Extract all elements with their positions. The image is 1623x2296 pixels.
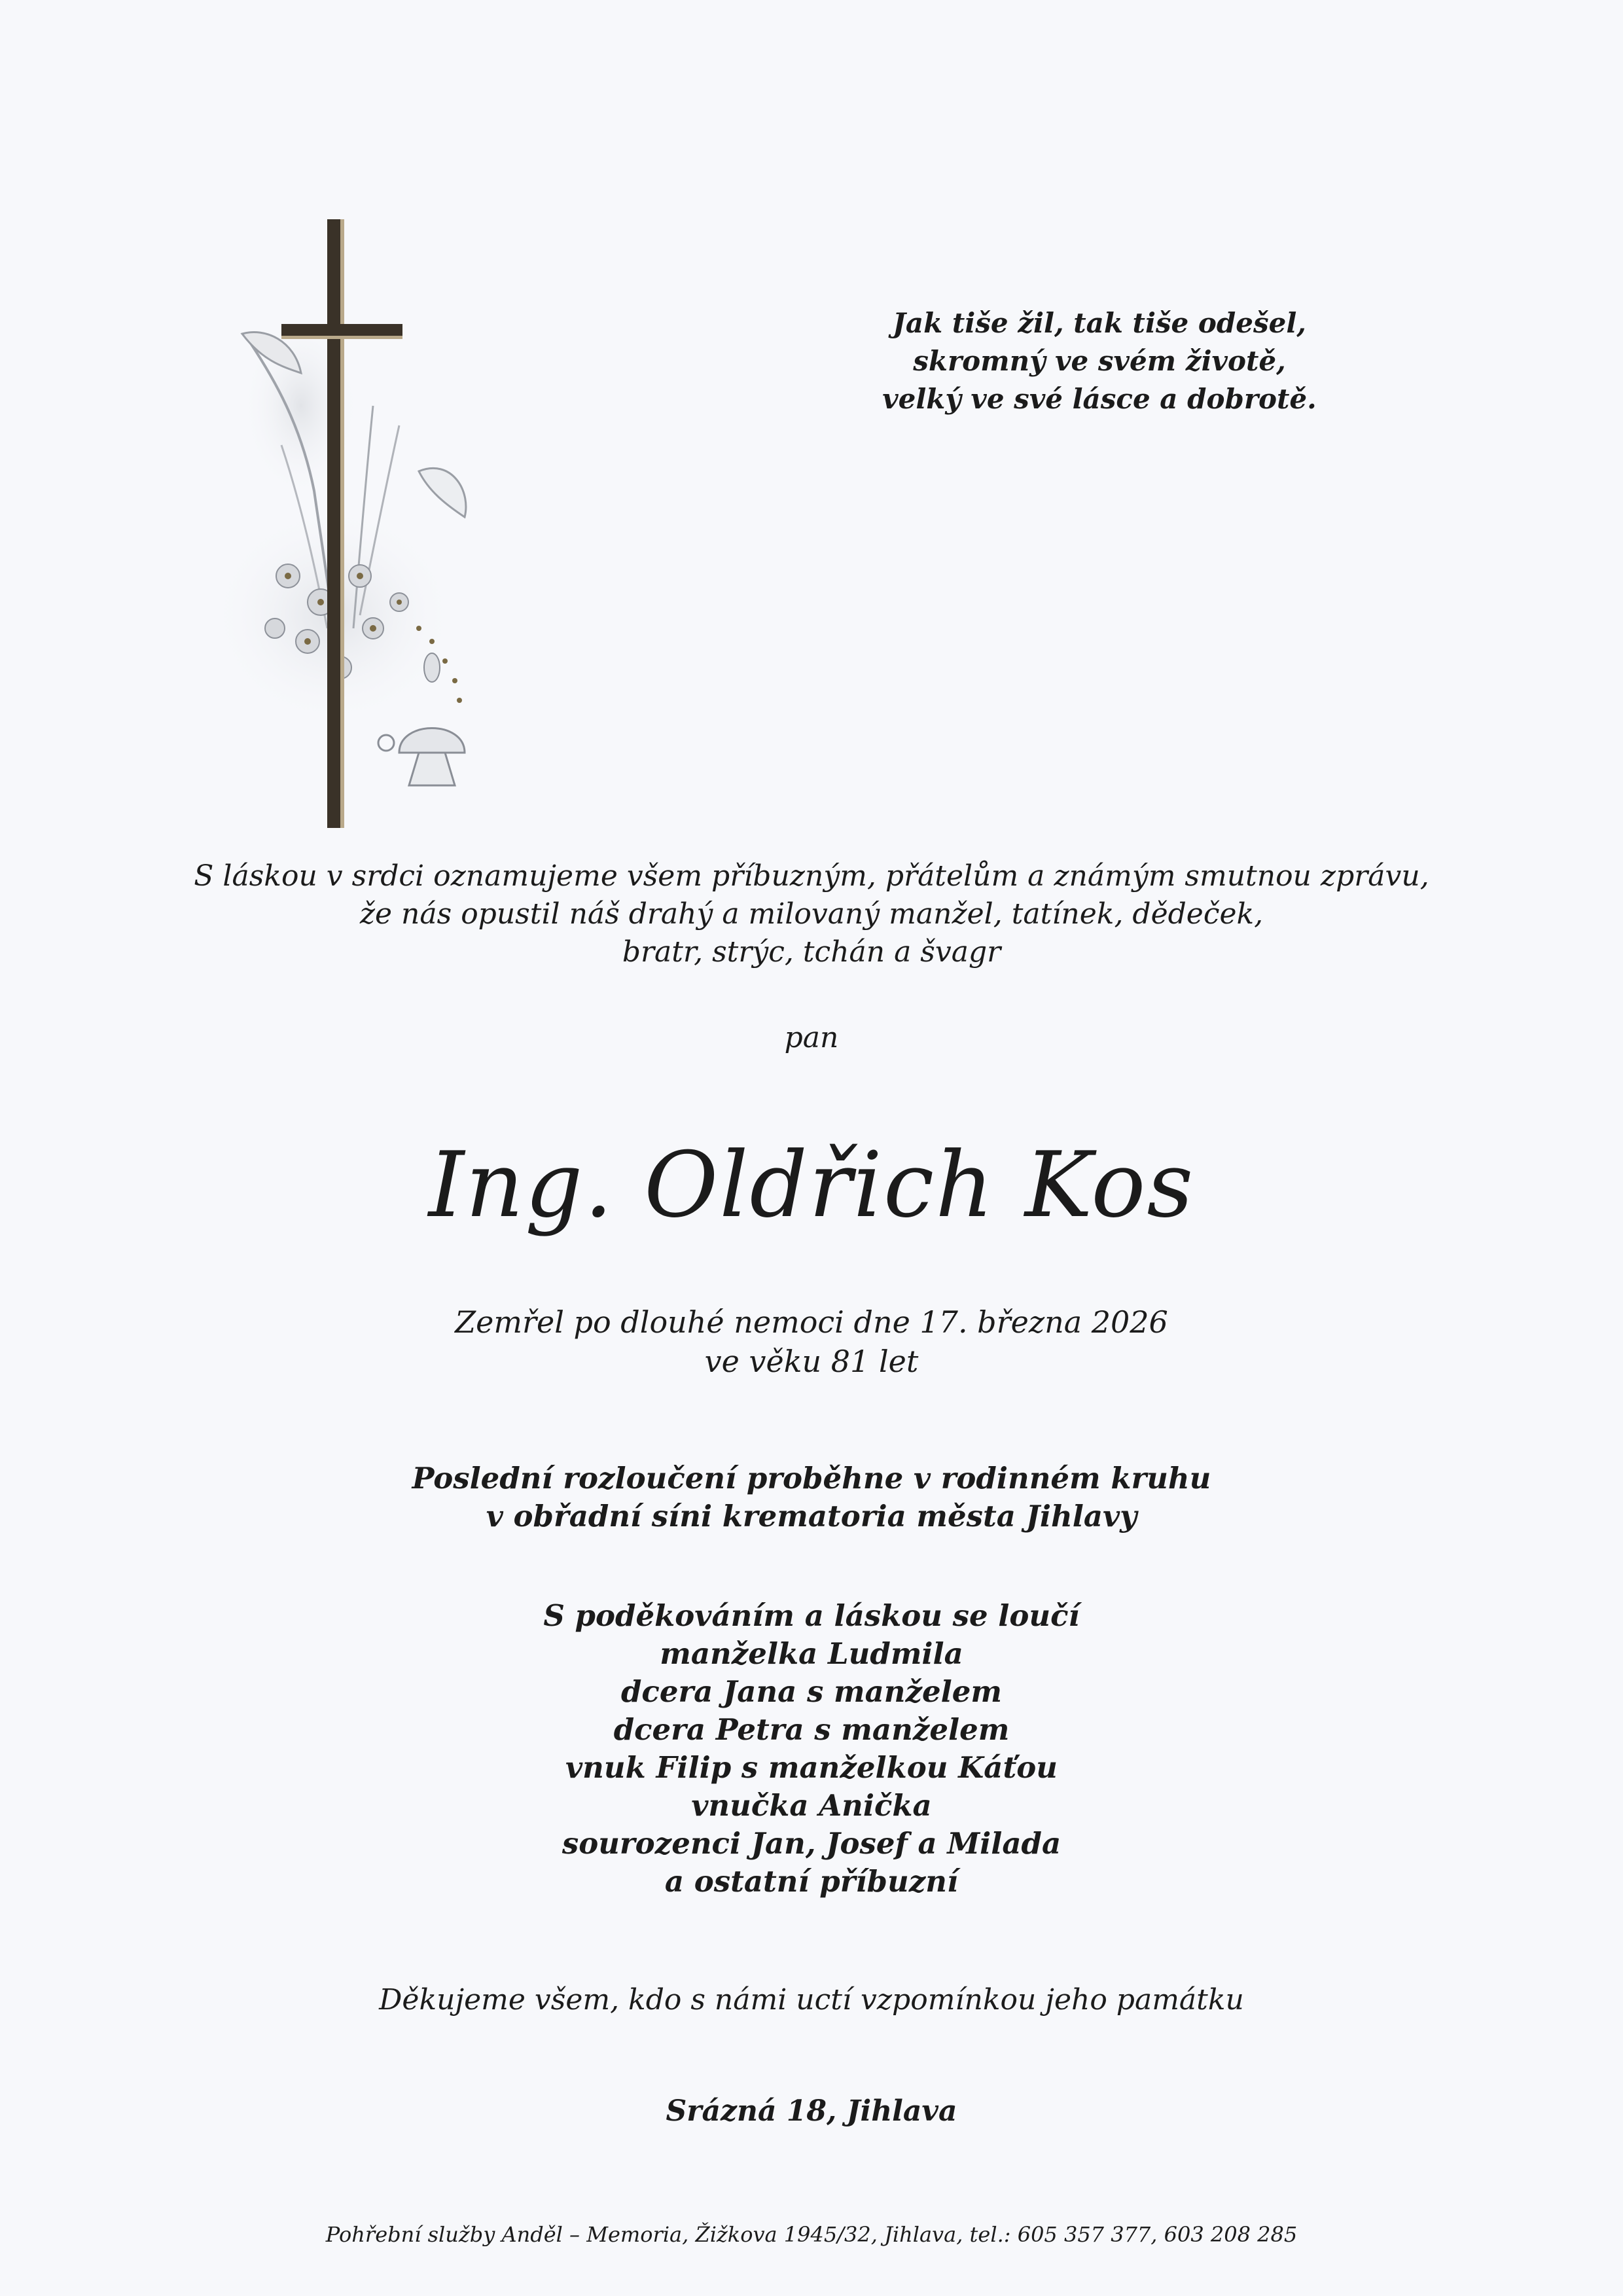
motto-line: Jak tiše žil, tak tiše odešel, xyxy=(893,307,1306,339)
death-date: Zemřel po dlouhé nemoci dne 17. března 2026 xyxy=(455,1304,1168,1340)
address: Srázná 18, Jihlava xyxy=(666,2094,957,2128)
mourner-line: manželka Ludmila xyxy=(660,1636,963,1671)
farewell-line: v obřadní síni krematoria města Jihlavy xyxy=(486,1499,1137,1534)
mourner-line: vnuk Filip s manželkou Káťou xyxy=(565,1750,1058,1785)
honorific: pan xyxy=(784,1021,839,1054)
announcement-line: S láskou v srdci oznamujeme všem příbuzným, přátelům a známým smutnou zprávu, xyxy=(194,859,1429,893)
thanks-line: Děkujeme všem, kdo s námi uctí vzpomínkou jeho památku xyxy=(379,1983,1244,2017)
funeral-service-footer: Pohřební služby Anděl – Memoria, Žižkova 1945/32, Jihlava, tel.: 605 357 377, 603 208 285 xyxy=(325,2222,1298,2247)
motto-line: skromný ve svém životě, xyxy=(913,345,1286,377)
mourner-line: sourozenci Jan, Josef a Milada xyxy=(562,1826,1061,1861)
mourners-list xyxy=(0,1597,1623,1901)
motto xyxy=(851,304,1348,418)
farewell-info xyxy=(0,1460,1623,1535)
mourner-line: S poděkováním a láskou se loučí xyxy=(543,1598,1080,1633)
deceased-name: Ing. Oldřich Kos xyxy=(428,1132,1195,1238)
announcement-line: že nás opustil náš drahý a milovaný manžel, tatínek, dědeček, xyxy=(359,897,1264,931)
death-age: ve věku 81 let xyxy=(704,1344,919,1379)
announcement-line: bratr, strýc, tchán a švagr xyxy=(622,935,1001,969)
death-info xyxy=(0,1302,1623,1381)
mourner-line: dcera Petra s manželem xyxy=(613,1712,1010,1747)
announcement xyxy=(0,857,1623,971)
mourner-line: a ostatní příbuzní xyxy=(664,1864,959,1899)
motto-line: velký ve své lásce a dobrotě. xyxy=(882,383,1317,415)
cross-with-lilies-icon xyxy=(203,209,543,838)
mourner-line: vnučka Anička xyxy=(691,1788,932,1823)
mourner-line: dcera Jana s manželem xyxy=(620,1674,1003,1709)
farewell-line: Poslední rozloučení proběhne v rodinném kruhu xyxy=(412,1461,1211,1496)
